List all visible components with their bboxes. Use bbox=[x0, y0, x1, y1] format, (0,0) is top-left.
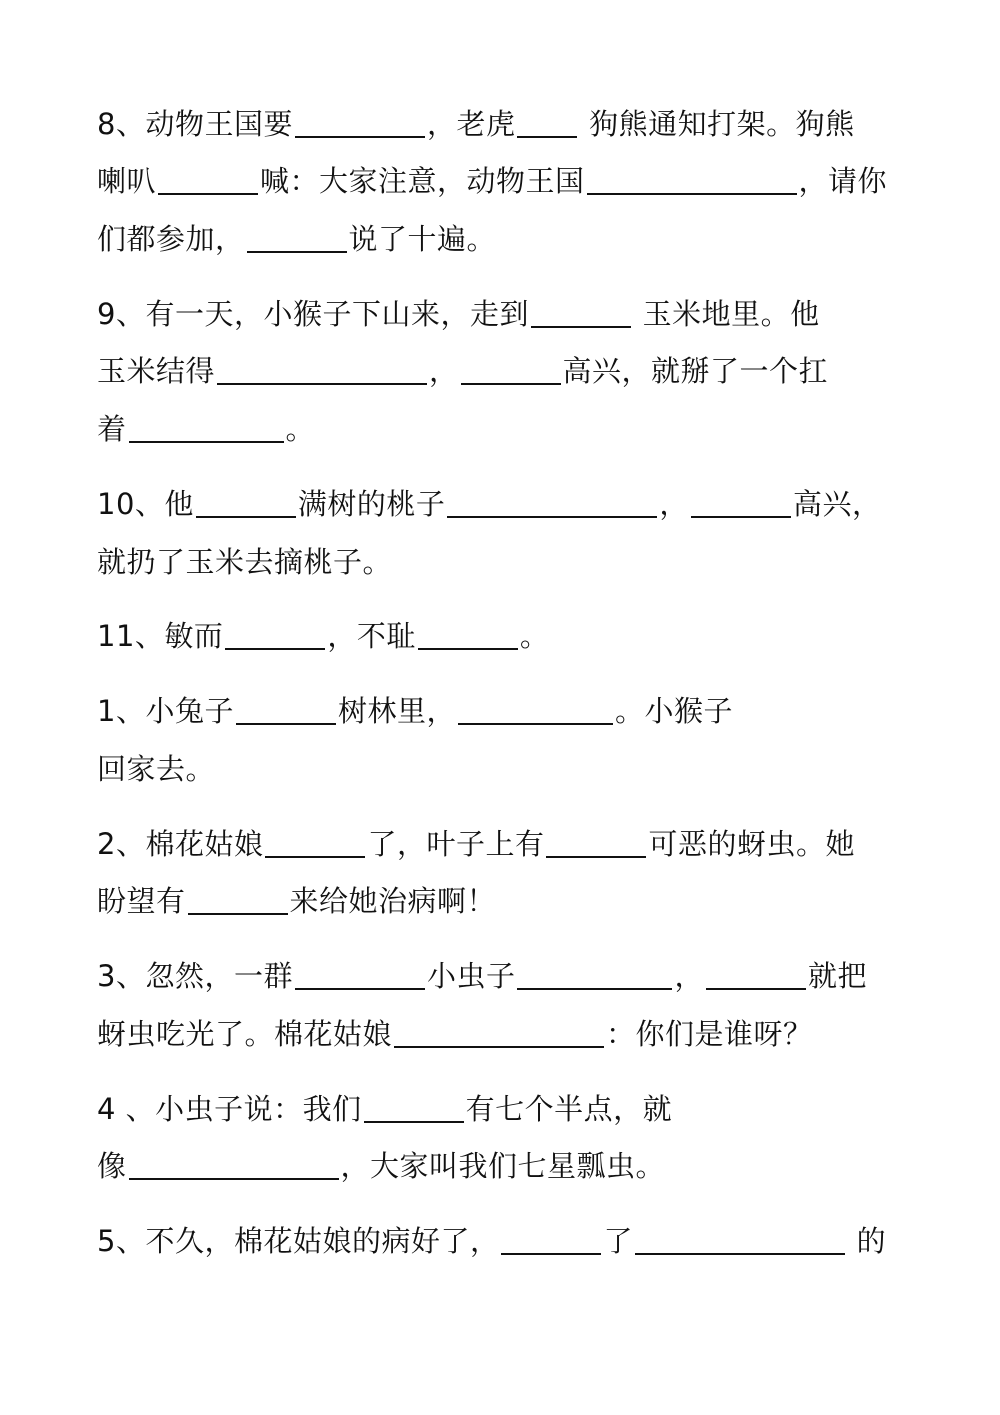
answer-blank[interactable] bbox=[394, 1016, 604, 1048]
answer-blank[interactable] bbox=[217, 353, 427, 385]
answer-blank[interactable] bbox=[458, 693, 613, 725]
q4-line-2: 像 ，大家叫我们七星瓢虫。 bbox=[97, 1149, 666, 1183]
answer-blank[interactable] bbox=[635, 1223, 845, 1255]
answer-blank[interactable] bbox=[129, 1148, 339, 1180]
q1-line-2: 回家去。 bbox=[97, 752, 216, 786]
q4-line-1: 4 、小虫子说：我们 有七个半点，就 bbox=[97, 1092, 673, 1126]
q3-line-2: 蚜虫吃光了。棉花姑娘 ：你们是谁呀？ bbox=[97, 1017, 813, 1051]
answer-blank[interactable] bbox=[517, 958, 672, 990]
answer-blank[interactable] bbox=[461, 353, 561, 385]
q10-line-1: 10、他 满树的桃子 ， 高兴， bbox=[97, 487, 882, 521]
answer-blank[interactable] bbox=[247, 221, 347, 253]
answer-blank[interactable] bbox=[447, 486, 657, 518]
answer-blank[interactable] bbox=[129, 411, 284, 443]
answer-blank[interactable] bbox=[587, 163, 797, 195]
q9-line-1: 9、有一天，小猴子下山来，走到 玉米地里。他 bbox=[97, 297, 820, 331]
answer-blank[interactable] bbox=[418, 618, 518, 650]
answer-blank[interactable] bbox=[158, 163, 258, 195]
answer-blank[interactable] bbox=[196, 486, 296, 518]
q8-line-1: 8、动物王国要 ，老虎 狗熊通知打架。狗熊 bbox=[97, 107, 855, 141]
q8-line-2: 喇叭 喊：大家注意，动物王国 ，请你 bbox=[97, 164, 888, 198]
q1-line-1: 1、小兔子 树林里， 。小猴子 bbox=[97, 694, 733, 728]
q9-line-2: 玉米结得 ， 高兴，就掰了一个扛 bbox=[97, 354, 829, 388]
answer-blank[interactable] bbox=[295, 958, 425, 990]
answer-blank[interactable] bbox=[265, 826, 365, 858]
q9-line-3: 着 。 bbox=[97, 412, 316, 446]
q2-line-2: 盼望有 来给她治病啊！ bbox=[97, 884, 497, 918]
q2-line-1: 2、棉花姑娘 了，叶子上有 可恶的蚜虫。她 bbox=[97, 827, 855, 861]
answer-blank[interactable] bbox=[236, 693, 336, 725]
q5-line-1: 5、不久，棉花姑娘的病好了， 了 的 bbox=[97, 1224, 887, 1258]
answer-blank[interactable] bbox=[364, 1091, 464, 1123]
q11-line-1: 11、敏而 ，不耻 。 bbox=[97, 619, 550, 653]
q8-line-3: 们都参加， 说了十遍。 bbox=[97, 222, 497, 256]
answer-blank[interactable] bbox=[501, 1223, 601, 1255]
answer-blank[interactable] bbox=[691, 486, 791, 518]
answer-blank[interactable] bbox=[225, 618, 325, 650]
answer-blank[interactable] bbox=[546, 826, 646, 858]
q3-line-1: 3、忽然，一群 小虫子 ， 就把 bbox=[97, 959, 867, 993]
answer-blank[interactable] bbox=[531, 296, 631, 328]
answer-blank[interactable] bbox=[517, 106, 577, 138]
answer-blank[interactable] bbox=[295, 106, 425, 138]
answer-blank[interactable] bbox=[706, 958, 806, 990]
answer-blank[interactable] bbox=[188, 883, 288, 915]
q10-line-2: 就扔了玉米去摘桃子。 bbox=[97, 545, 393, 579]
